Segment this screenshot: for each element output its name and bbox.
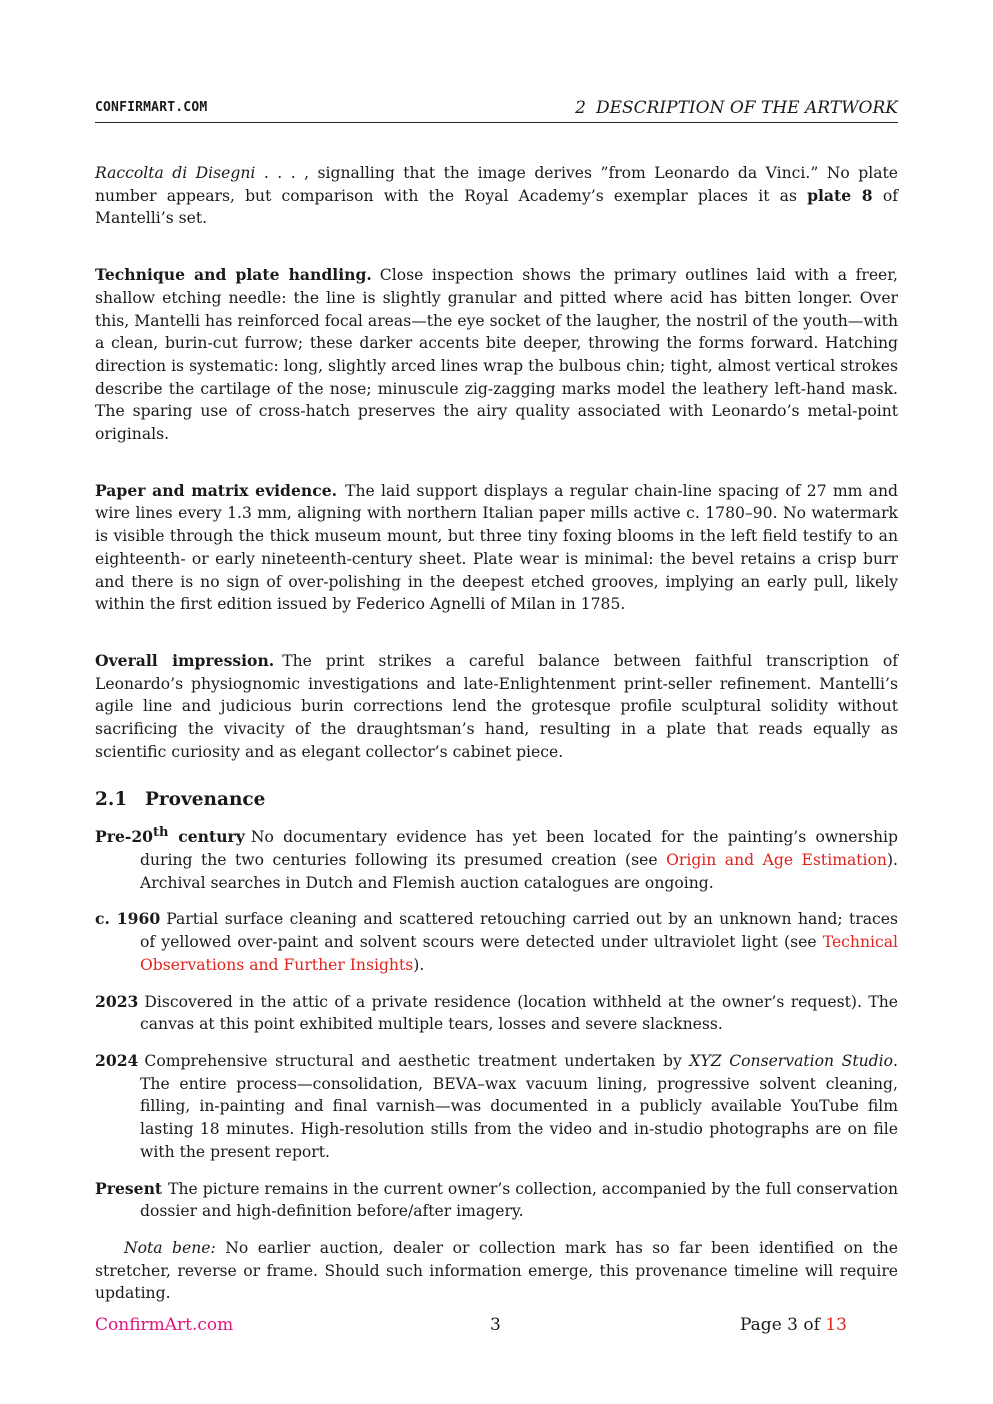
entry-text-end: . The entire process—consolidation, BEVA–wax vacuum lining, progressive solvent cleaning, filling, in-painting and final varnish—was documented in a publicly available YouTube film lasting 18 minutes. High-resolution stills from the video and in-studio photographs are on file with the present report. [140,1051,898,1161]
provenance-entry [95,908,898,976]
footer-page-of [740,1315,847,1335]
entry-text-end: ). Archival searches in Dutch and Flemish auction catalogues are ongoing. [140,851,899,892]
entry-text: Partial surface cleaning and scattered retouching carried out by an unknown hand; traces of yellowed over-paint and solvent scours were detected under ultraviolet light (see [140,910,898,952]
entry-text-end: ). [413,955,425,974]
provenance-entry [95,991,898,1036]
site-logo: CONFIRMART.COM [95,100,208,115]
origin-age-link[interactable]: Origin and Age Estimation [666,851,887,870]
intro-paragraph [95,162,898,230]
provenance-date: 2023 [95,991,139,1011]
provenance-date [95,827,245,846]
provenance-date: 2024 [95,1050,139,1070]
entry-text: The picture remains in the current owner’s collection, accompanied by the full conservation dossier and high-definition before/after imagery. [140,1179,898,1221]
paragraph-heading: Technique and plate handling. [95,265,372,285]
nota-bene-label: Nota bene: [124,1238,216,1257]
nota-bene-paragraph [95,1237,898,1305]
provenance-entry [95,1050,898,1164]
paragraph-heading: Overall impression. [95,650,275,670]
date-label-suffix: century [168,827,245,847]
running-section-title [575,98,898,118]
section-title: DESCRIPTION OF THE ARTWORK [595,98,898,118]
entry-text: Discovered in the attic of a private residence (location withheld at the owner’s request). The canvas at this point exhibited multiple tears, losses and severe slackness. [140,992,898,1034]
running-header [95,98,898,123]
paragraph-heading: Paper and matrix evidence. [95,480,338,500]
date-label: Pre-20 [95,827,154,847]
nota-bene-text: No earlier auction, dealer or collection mark has so far been identified on the stretcher, reverse or frame. Should such information emerge, this provenance timeline will require updating. [95,1238,898,1303]
subsection-title: Provenance [145,789,266,811]
subsection-number: 2.1 [95,789,128,811]
studio-name: XYZ Conservation Studio [689,1051,894,1070]
paragraph-text: The print strikes a careful balance between faithful transcription of Leonardo’s physiognomic investigations and late-Enlightenment print-seller refinement. Mantelli’s agile line and judicious burin corrections lend the grotesque profile sculptural solidity without sacrificing the vivacity of the draughtsman’s hand, resulting in a plate that reads equally as scientific curiosity and as elegant collector’s cabinet piece. [95,651,898,761]
provenance-entry [95,1178,898,1223]
intro-text-end: of Mantelli’s set. [95,186,898,228]
plate-reference: plate 8 [807,185,873,205]
total-pages-link[interactable]: 13 [825,1315,847,1335]
main-text [95,162,898,1305]
technique-paragraph [95,264,898,446]
paper-paragraph [95,480,898,616]
date-superscript: th [153,825,169,841]
section-number: 2 [575,98,586,118]
paragraph-text: The laid support displays a regular chain-line spacing of 27 mm and wire lines every 1.3 mm, aligning with northern Italian paper mills active c. 1780–90. No watermark is visible through the thick museum mount, but three tiny foxing blooms in the left field testify to an eighteenth- or early nineteenth-century sheet. Plate wear is minimal: the bevel retains a crisp burr and there is no sign of over-polishing in the deepest etched grooves, implying an early pull, likely within the first edition issued by Federico Agnelli of Milan in 1785. [95,481,898,614]
impression-paragraph [95,650,898,764]
footer-site-link[interactable]: ConfirmArt.com [95,1315,234,1335]
entry-text: No documentary evidence has yet been located for the painting’s ownership during the two centuries following its presumed creation (see [140,828,898,870]
provenance-date: Present [95,1178,163,1198]
provenance-entry [95,822,898,894]
paragraph-text: Close inspection shows the primary outlines laid with a freer, shallow etching needle: the line is slightly granular and pitted where acid has bitten longer. Over this, Mantelli has reinforced focal areas—the eye socket of the laugher, the nostril of the youth—with a clean, burin-cut furrow; these darker accents bite deeper, throwing the forms forward. Hatching direction is systematic: long, slightly arced lines wrap the bulbous chin; tight, almost vertical strokes describe the cartilage of the nose; minuscule zig-zagging marks model the leathery left-hand mask. The sparing use of cross-hatch preserves the airy quality associated with Leonardo’s metal-point originals. [95,266,898,444]
footer-page-number: 3 [490,1315,501,1335]
technical-observations-link[interactable]: Technical Observations and Further Insights [140,933,898,974]
entry-text: Comprehensive structural and aesthetic treatment undertaken by [144,1051,690,1070]
intro-text: . . . , signalling that the image derives ”from Leonardo da Vinci.” No plate number appears, but comparison with the Royal Academy’s exemplar places it as [95,164,898,205]
intro-italic: Raccolta di Disegni [95,164,256,182]
page-of-prefix: Page 3 of [740,1315,826,1335]
provenance-date: c. 1960 [95,909,161,929]
subsection-heading [95,789,898,812]
